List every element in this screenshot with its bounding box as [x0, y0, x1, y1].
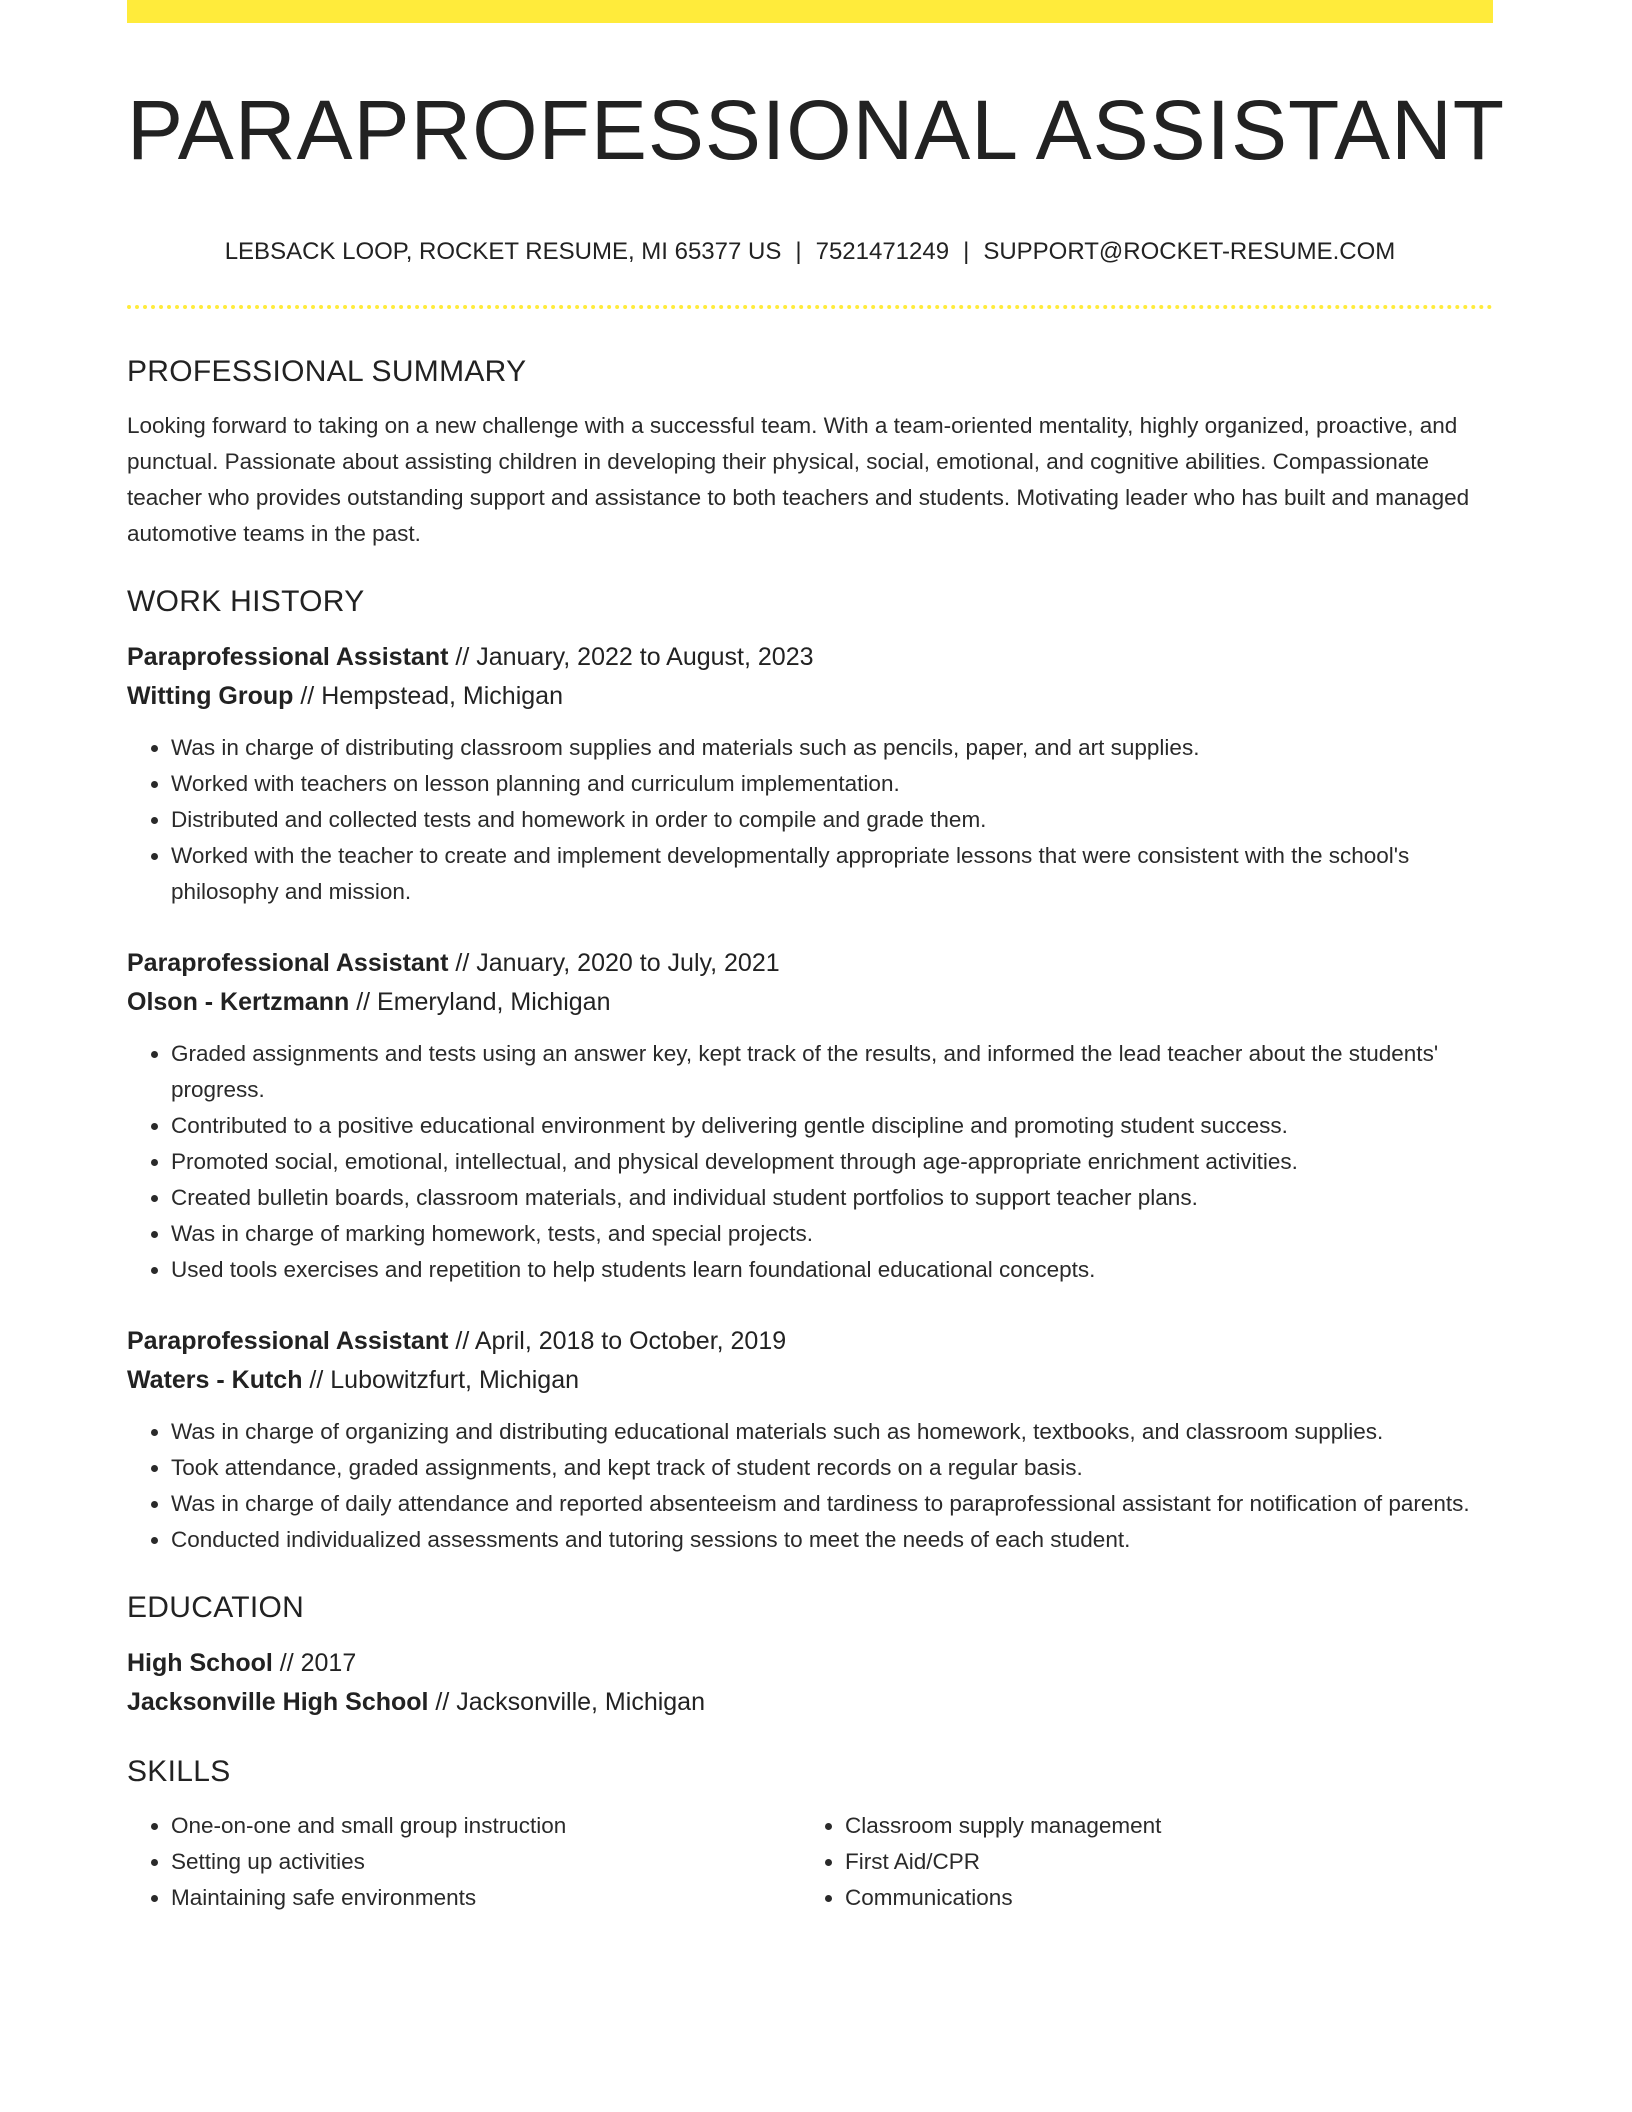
job-title-line: [127, 1322, 1493, 1361]
education-heading: EDUCATION: [127, 1591, 305, 1624]
job-bullet: • Took attendance, graded assignments, and kept track of student records on a regular basis.: [171, 1450, 1493, 1486]
work-history-heading: WORK HISTORY: [127, 585, 365, 618]
job-bullet: • Worked with the teacher to create and implement developmentally appropriate lessons that were consistent with the school's philosophy and mission.: [171, 838, 1493, 910]
job-location: // Hempstead, Michigan: [293, 682, 563, 710]
skills-column-left: [127, 1808, 801, 1916]
skill-item: • Setting up activities: [171, 1844, 801, 1880]
candidate-name: PARAPROFESSIONAL ASSISTANT: [127, 83, 1506, 177]
job-company-line: [127, 1361, 1493, 1400]
job-dates: // April, 2018 to October, 2019: [448, 1327, 787, 1355]
job-bullet: • Was in charge of organizing and distributing educational materials such as homework, textbooks, and classroom supplies.: [171, 1414, 1493, 1450]
education-location: // Jacksonville, Michigan: [428, 1688, 705, 1716]
job-entry: [127, 944, 1493, 1288]
skill-item: • Classroom supply management: [845, 1808, 1475, 1844]
job-title-line: [127, 944, 1493, 983]
resume-body: [127, 350, 1493, 1916]
contact-separator: |: [795, 238, 802, 265]
job-bullet: • Was in charge of daily attendance and reported absenteeism and tardiness to paraprofessional assistant for notification of parents.: [171, 1486, 1493, 1522]
job-dates: // January, 2020 to July, 2021: [448, 949, 780, 977]
skill-item: • First Aid/CPR: [845, 1844, 1475, 1880]
job-dates: // January, 2022 to August, 2023: [448, 643, 814, 671]
job-title: Paraprofessional Assistant: [127, 949, 449, 977]
job-bullet: • Created bulletin boards, classroom materials, and individual student portfolios to support teacher plans.: [171, 1180, 1493, 1216]
job-bullet: • Conducted individualized assessments and tutoring sessions to meet the needs of each student.: [171, 1522, 1493, 1558]
job-bullet: • Was in charge of distributing classroom supplies and materials such as pencils, paper, and art supplies.: [171, 730, 1493, 766]
summary-heading: PROFESSIONAL SUMMARY: [127, 355, 527, 388]
job-bullet: • Contributed to a positive educational environment by delivering gentle discipline and promoting student success.: [171, 1108, 1493, 1144]
job-bullets: [127, 1036, 1493, 1288]
contact-line: [127, 237, 1493, 267]
job-company: Witting Group: [127, 682, 294, 710]
job-company: Olson - Kertzmann: [127, 988, 350, 1016]
dotted-divider: [127, 305, 1493, 309]
job-company: Waters - Kutch: [127, 1366, 303, 1394]
summary-section: [127, 350, 1493, 552]
job-title-line: [127, 638, 1493, 677]
job-bullet: • Used tools exercises and repetition to help students learn foundational educational concepts.: [171, 1252, 1493, 1288]
education-degree: High School: [127, 1649, 273, 1677]
skill-item: • Maintaining safe environments: [171, 1880, 801, 1916]
contact-address: LEBSACK LOOP, ROCKET RESUME, MI 65377 US: [224, 238, 782, 265]
skills-column-right: [801, 1808, 1475, 1916]
job-title: Paraprofessional Assistant: [127, 643, 449, 671]
job-bullet: • Promoted social, emotional, intellectual, and physical development through age-appropriate enrichment activities.: [171, 1144, 1493, 1180]
education-school-line: [127, 1683, 1493, 1722]
job-bullet: • Graded assignments and tests using an answer key, kept track of the results, and informed the lead teacher about the students' progress.: [171, 1036, 1493, 1108]
job-company-line: [127, 677, 1493, 716]
skills-heading: SKILLS: [127, 1755, 231, 1788]
job-bullet: • Was in charge of marking homework, tests, and special projects.: [171, 1216, 1493, 1252]
contact-email: SUPPORT@ROCKET-RESUME.COM: [983, 238, 1396, 265]
education-year: // 2017: [272, 1649, 357, 1677]
job-location: // Lubowitzfurt, Michigan: [302, 1366, 579, 1394]
job-bullet: • Distributed and collected tests and homework in order to compile and grade them.: [171, 802, 1493, 838]
job-bullets: [127, 1414, 1493, 1558]
job-entry: [127, 638, 1493, 910]
job-title: Paraprofessional Assistant: [127, 1327, 449, 1355]
summary-text: Looking forward to taking on a new challenge with a successful team. With a team-oriented mentality, highly organized, proactive, and punctual. Passionate about assisting children in developing their physical, social, emotional, and cognitive abilities. Compassionate teacher who provides outstanding support and assistance to both teachers and students. Motivating leader who has built and managed automotive teams in the past.: [127, 413, 1470, 546]
education-degree-line: [127, 1644, 1493, 1683]
skill-item: • One-on-one and small group instruction: [171, 1808, 801, 1844]
job-company-line: [127, 983, 1493, 1022]
job-bullets: [127, 730, 1493, 910]
education-entry: [127, 1644, 1493, 1722]
skill-item: • Communications: [845, 1880, 1475, 1916]
education-section: [127, 1586, 1493, 1722]
job-bullet: • Worked with teachers on lesson planning and curriculum implementation.: [171, 766, 1493, 802]
skills-section: [127, 1750, 1493, 1916]
contact-separator: |: [963, 238, 970, 265]
skills-columns: [127, 1808, 1493, 1916]
work-history-section: [127, 580, 1493, 1558]
job-location: // Emeryland, Michigan: [349, 988, 611, 1016]
top-accent-bar: [127, 0, 1493, 23]
job-entry: [127, 1322, 1493, 1558]
contact-phone: 7521471249: [815, 238, 950, 265]
education-school: Jacksonville High School: [127, 1688, 429, 1716]
